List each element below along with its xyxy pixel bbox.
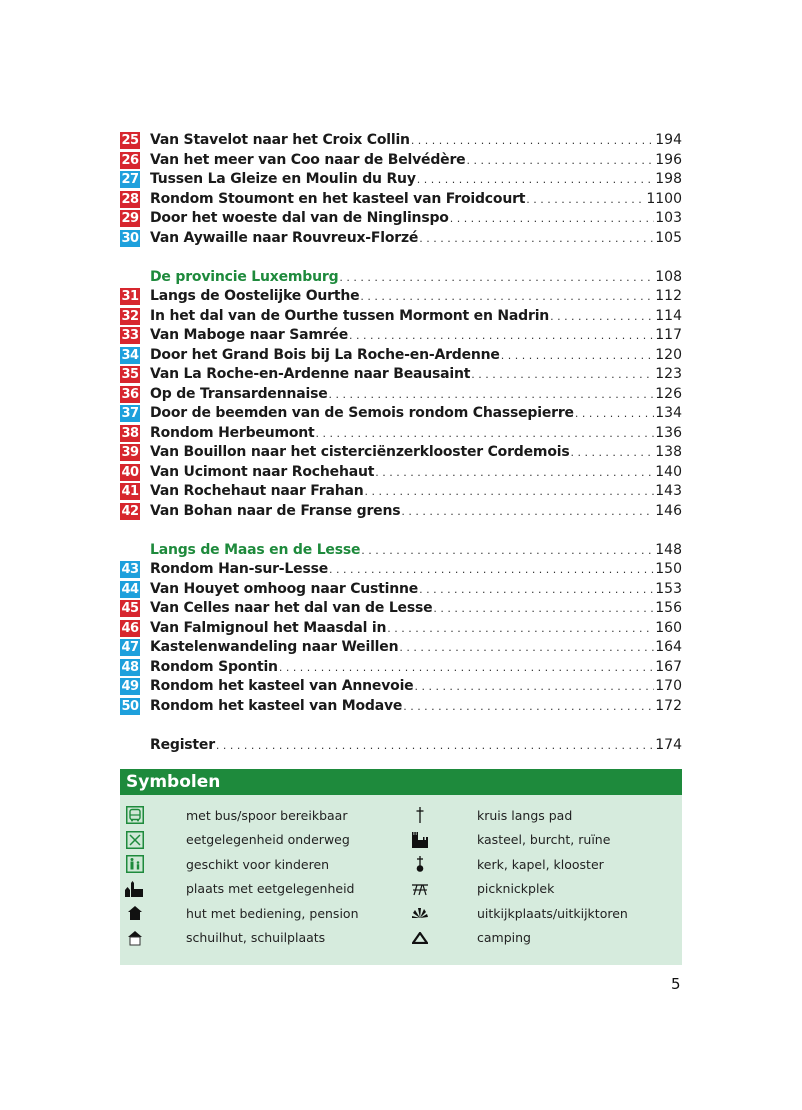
legend-item [401, 803, 682, 828]
leader-dots [550, 307, 654, 327]
spacer [120, 716, 682, 736]
badge-placeholder [120, 269, 140, 286]
page-ref: 136 [655, 424, 682, 441]
legend-item [401, 877, 682, 902]
page-ref: 112 [655, 288, 682, 304]
route-number-badge: 28 [121, 191, 139, 207]
leader-dots [501, 346, 655, 366]
page-ref: 150 [655, 561, 682, 577]
legend-item [120, 803, 401, 828]
route-title: Door het Grand Bois bij La Roche-en-Ardenne [150, 346, 500, 363]
leader-dots [316, 424, 655, 444]
route-number-badge: 46 [121, 620, 139, 636]
page-ref: 148 [655, 541, 682, 558]
route-number-badge: 50 [121, 698, 139, 714]
hut-filled-icon [124, 903, 146, 923]
page-ref: 167 [655, 658, 682, 675]
leader-dots [360, 287, 654, 307]
page-ref: 153 [655, 580, 682, 597]
page-ref: 114 [655, 307, 682, 324]
castle-icon [409, 830, 431, 850]
toc-entry-49[interactable] [120, 677, 682, 697]
leader-dots [365, 482, 655, 502]
leader-dots [329, 560, 654, 580]
route-title: In het dal van de Ourthe tussen Mormont en Nadrin [150, 307, 550, 324]
page-ref: 198 [655, 171, 682, 187]
route-number-badge: 34 [121, 347, 139, 363]
viewpoint-icon [409, 903, 431, 923]
legend-label: camping [477, 930, 531, 946]
route-number-badge: 26 [121, 152, 139, 168]
legend-label: picknickplek [477, 881, 555, 897]
route-number-badge: 44 [121, 581, 139, 597]
legend-item [401, 926, 682, 951]
toc-entry-34[interactable] [120, 346, 682, 366]
page-ref: 117 [655, 327, 682, 343]
legend-item [120, 852, 401, 877]
route-title: Tussen La Gleize en Moulin du Ruy [150, 171, 416, 187]
page-ref: 105 [655, 229, 682, 246]
route-number-badge: 40 [121, 464, 139, 480]
page-ref: 134 [655, 405, 682, 421]
spacer [120, 521, 682, 541]
legend-item [120, 901, 401, 926]
route-number-badge: 42 [121, 503, 139, 519]
toc-entry-31[interactable] [120, 287, 682, 307]
legend-item [401, 828, 682, 853]
route-number-badge: 41 [121, 484, 139, 500]
route-number-badge: 48 [121, 659, 139, 675]
legend-label: eetgelegenheid onderweg [186, 832, 350, 848]
register-title: Register [150, 736, 215, 753]
route-title: Door het woeste dal van de Ninglinspo [150, 210, 449, 226]
toc-entry-36[interactable] [120, 385, 682, 405]
page-ref: 1100 [646, 190, 682, 207]
camping-icon [409, 928, 431, 948]
toc-entry-41[interactable] [120, 482, 682, 502]
leader-dots [403, 697, 654, 717]
page-number: 5 [671, 975, 681, 993]
page-ref: 140 [655, 463, 682, 480]
leader-dots [570, 443, 654, 463]
route-title: Rondom Spontin [150, 658, 278, 675]
toc-entry-39[interactable] [120, 443, 682, 463]
leader-dots [411, 131, 654, 151]
route-number-badge: 36 [121, 386, 139, 402]
toc-entry-30[interactable] [120, 229, 682, 249]
leader-dots [419, 580, 654, 600]
legend-item [120, 877, 401, 902]
route-title: Van Falmignoul het Maasdal in [150, 619, 387, 636]
toc-entry-44[interactable] [120, 580, 682, 600]
leader-dots [399, 638, 654, 658]
page-ref: 194 [655, 132, 682, 148]
route-number-badge: 31 [121, 289, 139, 305]
page-ref: 170 [655, 678, 682, 694]
toc-entry-46[interactable] [120, 619, 682, 639]
route-title: Door de beemden van de Semois rondom Chassepierre [150, 405, 574, 421]
badge-placeholder [120, 737, 140, 754]
toc-entry-48[interactable] [120, 658, 682, 678]
legend-item [120, 926, 401, 951]
badge-placeholder [120, 542, 140, 559]
toc-entry-33[interactable] [120, 326, 682, 346]
leader-dots [329, 385, 655, 405]
legend-label: schuilhut, schuilplaats [186, 930, 326, 946]
route-title: Van Aywaille naar Rouvreux-Florzé [150, 229, 419, 246]
route-number-badge: 43 [121, 562, 139, 578]
legend-label: geschikt voor kinderen [186, 856, 330, 872]
leader-dots [450, 209, 655, 229]
route-number-badge: 38 [121, 425, 139, 441]
page-ref: 160 [655, 619, 682, 636]
route-title: Van Bohan naar de Franse grens [150, 502, 401, 519]
route-title: Rondom Herbeumont [150, 424, 315, 441]
leader-dots [575, 404, 654, 424]
shelter-icon [124, 928, 146, 948]
table-of-contents [120, 131, 682, 755]
leader-dots [279, 658, 654, 678]
route-title: Langs de Oostelijke Ourthe [150, 288, 360, 304]
toc-section-maas[interactable] [120, 541, 682, 561]
toc-entry-26[interactable] [120, 151, 682, 171]
route-title: Van Maboge naar Samrée [150, 327, 349, 343]
section-title: De provincie Luxemburg [150, 268, 339, 285]
fork-knife-icon [124, 830, 146, 850]
page-ref: 120 [655, 346, 682, 363]
route-title: Kastelenwandeling naar Weillen [150, 639, 399, 655]
leader-dots [216, 736, 654, 756]
leader-dots [419, 229, 654, 249]
legend-label: kerk, kapel, klooster [477, 856, 604, 872]
page-ref: 123 [655, 366, 682, 382]
toc-entry-28[interactable] [120, 190, 682, 210]
route-title: Rondom het kasteel van Annevoie [150, 678, 414, 694]
legend-label: plaats met eetgelegenheid [186, 881, 355, 897]
page-ref: 146 [655, 502, 682, 519]
picnic-icon [409, 879, 431, 899]
legend-label: met bus/spoor bereikbaar [186, 807, 348, 823]
route-number-badge: 27 [121, 172, 139, 188]
route-number-badge: 33 [121, 328, 139, 344]
page-ref: 143 [655, 483, 682, 499]
page-ref: 164 [655, 639, 682, 655]
toc-entry-47[interactable] [120, 638, 682, 658]
leader-dots [526, 190, 645, 210]
legend-item [401, 852, 682, 877]
route-number-badge: 37 [121, 406, 139, 422]
toc-entry-43[interactable] [120, 560, 682, 580]
cross-icon [409, 805, 431, 825]
route-title: Van Bouillon naar het cisterciënzerklooster Cordemois [150, 444, 570, 460]
leader-dots [339, 268, 654, 288]
route-title: Op de Transardennaise [150, 385, 328, 402]
route-title: Rondom Han-sur-Lesse [150, 561, 329, 577]
leader-dots [471, 365, 654, 385]
route-title: Van Rochehaut naar Frahan [150, 483, 364, 499]
page-ref: 172 [655, 697, 682, 714]
legend-item [401, 901, 682, 926]
page-ref: 156 [655, 600, 682, 616]
toc-section-luxemburg[interactable] [120, 268, 682, 288]
symbols-legend [120, 769, 682, 965]
toc-entry-37[interactable] [120, 404, 682, 424]
leader-dots [466, 151, 654, 171]
route-number-badge: 30 [121, 230, 139, 246]
route-title: Van Stavelot naar het Croix Collin [150, 132, 410, 148]
leader-dots [414, 677, 654, 697]
leader-dots [401, 502, 654, 522]
leader-dots [349, 326, 654, 346]
village-icon [124, 879, 146, 899]
toc-entry-45[interactable] [120, 599, 682, 619]
route-number-badge: 35 [121, 367, 139, 383]
legend-label: hut met bediening, pension [186, 905, 359, 921]
route-number-badge: 32 [121, 308, 139, 324]
toc-entry-32[interactable] [120, 307, 682, 327]
section-title: Langs de Maas en de Lesse [150, 541, 361, 558]
leader-dots [417, 170, 655, 190]
route-title: Van La Roche-en-Ardenne naar Beausaint [150, 366, 471, 382]
route-title: Rondom het kasteel van Modave [150, 697, 403, 714]
route-title: Van Celles naar het dal van de Lesse [150, 600, 433, 616]
legend-label: kruis langs pad [477, 807, 573, 823]
route-title: Van Houyet omhoog naar Custinne [150, 580, 419, 597]
route-number-badge: 45 [121, 601, 139, 617]
spacer [120, 248, 682, 268]
toc-entry-42[interactable] [120, 502, 682, 522]
leader-dots [433, 599, 654, 619]
family-icon [124, 854, 146, 874]
toc-register[interactable] [120, 736, 682, 756]
route-title: Van Ucimont naar Rochehaut [150, 463, 375, 480]
route-number-badge: 49 [121, 679, 139, 695]
route-number-badge: 39 [121, 445, 139, 461]
page-ref: 103 [655, 210, 682, 226]
church-icon [409, 854, 431, 874]
legend-label: kasteel, burcht, ruïne [477, 832, 611, 848]
page-ref: 126 [655, 385, 682, 402]
legend-label: uitkijkplaats/uitkijktoren [477, 905, 628, 921]
page-ref: 174 [655, 736, 682, 753]
route-title: Rondom Stoumont en het kasteel van Froidcourt [150, 190, 526, 207]
leader-dots [361, 541, 654, 561]
toc-entry-35[interactable] [120, 365, 682, 385]
toc-entry-25[interactable] [120, 131, 682, 151]
bus-icon [124, 805, 146, 825]
page-ref: 196 [655, 151, 682, 168]
route-number-badge: 29 [121, 211, 139, 227]
toc-entry-50[interactable] [120, 697, 682, 717]
page-ref: 108 [655, 268, 682, 285]
leader-dots [375, 463, 654, 483]
symbols-header: Symbolen [120, 769, 682, 795]
page-ref: 138 [655, 444, 682, 460]
toc-entry-40[interactable] [120, 463, 682, 483]
route-title: Van het meer van Coo naar de Belvédère [150, 151, 466, 168]
route-number-badge: 25 [121, 133, 139, 149]
legend-item [120, 828, 401, 853]
toc-entry-38[interactable] [120, 424, 682, 444]
leader-dots [387, 619, 654, 639]
toc-entry-29[interactable] [120, 209, 682, 229]
toc-entry-27[interactable] [120, 170, 682, 190]
route-number-badge: 47 [121, 640, 139, 656]
